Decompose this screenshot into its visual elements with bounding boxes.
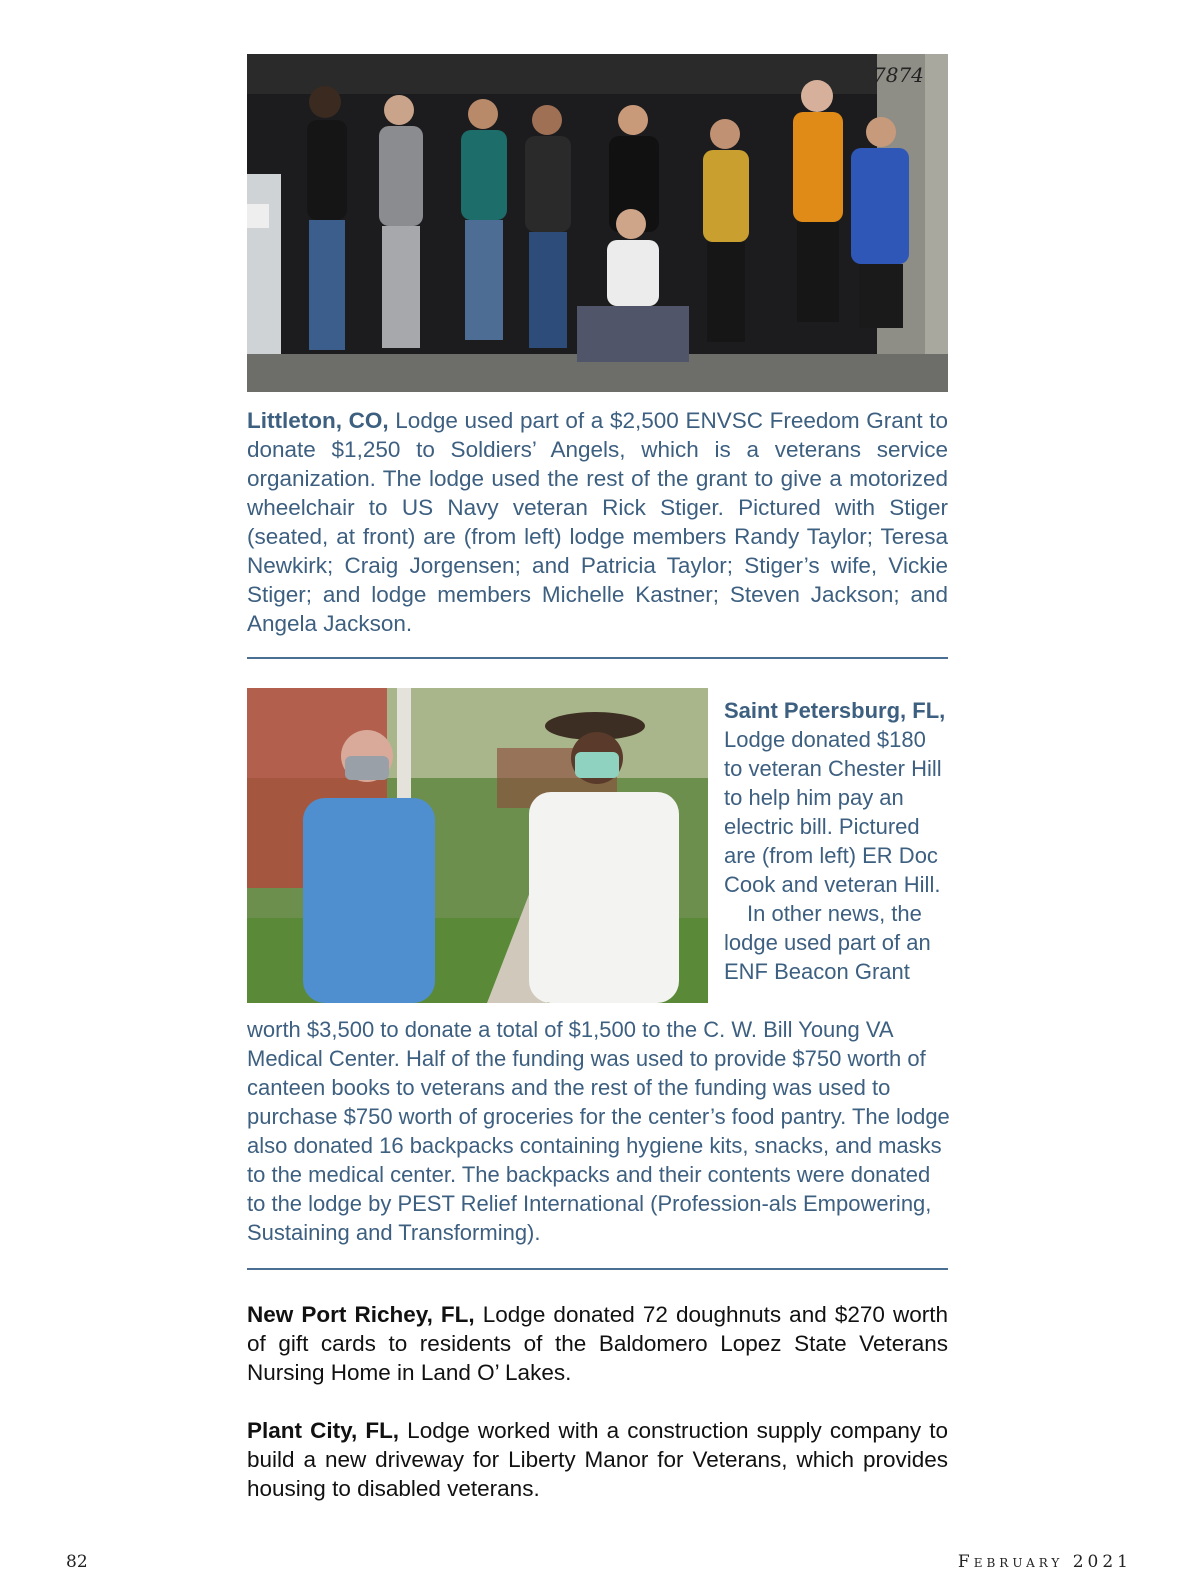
- house-number: 7874: [873, 63, 924, 87]
- story-littleton-lead: Littleton, CO,: [247, 408, 389, 433]
- story-plant-city-paragraph: [247, 1416, 948, 1503]
- story-littleton-paragraph: [247, 406, 948, 638]
- story-new-port-richey-body: Lodge donated 72 doughnuts and $270 worth of gift cards to residents of the Baldomero Lopez State Veterans Nursing Home in Land O’ Lakes.: [247, 1302, 948, 1385]
- story-littleton: [247, 406, 948, 638]
- section-divider-2: [247, 1268, 948, 1270]
- story-plant-city: [247, 1416, 948, 1503]
- story-saint-petersburg-continued: worth $3,500 to donate a total of $1,500 to the C. W. Bill Young VA Medical Center. Half of the funding was used to provide $750 worth of canteen books to veterans and the rest of the funding was used to purchase $750 worth of groceries for the center’s food pantry. The lodge also donated 16 backpacks containing hygiene kits, snacks, and masks to the medical center. The backpacks and their contents were donated to the lodge by PEST Relief International (Profession-als Empowering, Sustaining and Transforming).: [247, 1017, 950, 1245]
- story-saint-petersburg-body: Lodge donated $180 to veteran Chester Hill to help him pay an electric bill. Pictured are (from left) ER Doc Cook and veteran Hill.: [724, 727, 942, 897]
- issue-date: February 2021: [957, 1552, 1132, 1572]
- story-new-port-richey-paragraph: [247, 1300, 948, 1387]
- story-saint-petersburg-paragraph: [724, 696, 950, 899]
- story-plant-city-lead: Plant City, FL,: [247, 1418, 400, 1443]
- section-divider-1: [247, 657, 948, 659]
- story-saint-petersburg-lead: Saint Petersburg, FL,: [724, 698, 946, 723]
- story-littleton-body: Lodge used part of a $2,500 ENVSC Freedom Grant to donate $1,250 to Soldiers’ Angels, which is a veterans service organization. The lodge used the rest of the grant to give a motorized wheelchair to US Navy veteran Rick Stiger. Pictured with Stiger (seated, at front) are (from left) lodge members Randy Taylor; Teresa Newkirk; Craig Jorgensen; and Patricia Taylor; Stiger’s wife, Vickie Stiger; and lodge members Michelle Kastner; Steven Jackson; and Angela Jackson.: [247, 408, 949, 636]
- story-saint-petersburg-side: [724, 696, 950, 986]
- photo-littleton-group: [247, 54, 948, 392]
- story-plant-city-body: Lodge worked with a construction supply company to build a new driveway for Liberty Manor for Veterans, which provides housing to disabled veterans.: [247, 1418, 948, 1501]
- story-new-port-richey-lead: New Port Richey, FL,: [247, 1302, 475, 1327]
- page-number: 82: [66, 1552, 88, 1572]
- photo-saint-petersburg: [247, 688, 708, 1003]
- story-new-port-richey: [247, 1300, 948, 1387]
- story-saint-petersburg-paragraph-2: In other news, the lodge used part of an ENF Beacon Grant: [724, 901, 931, 984]
